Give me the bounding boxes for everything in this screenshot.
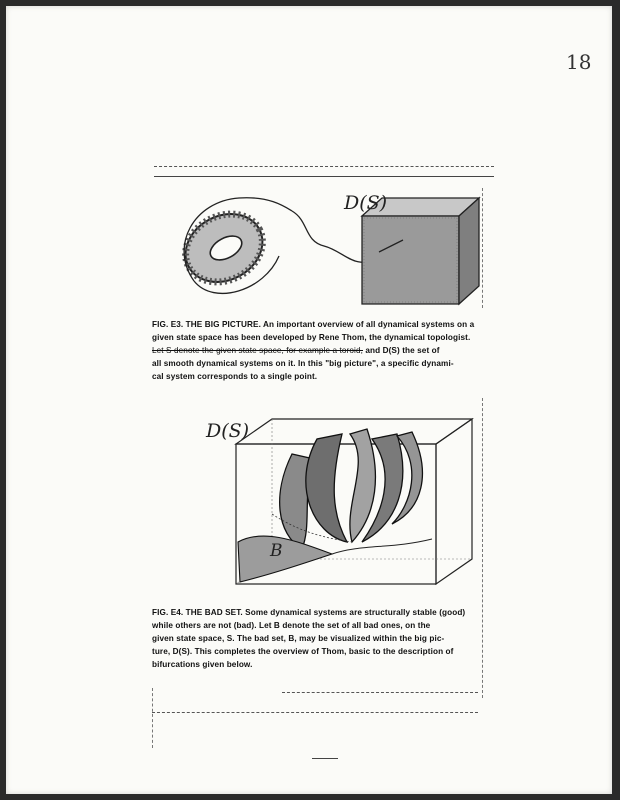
fig-e3-illustration: [174, 186, 484, 311]
fig-e4-caption-line1: Some dynamical systems are structurally stable (good): [242, 608, 466, 617]
fig-e3-caption-line1: An important overview of all dynamical systems on a: [260, 320, 475, 329]
fig-e4-caption-line3: given state space, S. The bad set, B, may be visualized within the big pic-: [152, 634, 445, 643]
fig-e3-caption-line4: all smooth dynamical systems on it. In this "big picture", a specific dynami-: [152, 359, 454, 368]
fig-e4-caption-lead: FIG. E4. THE BAD SET.: [152, 608, 243, 617]
fig-e3-caption-lead: FIG. E3. THE BIG PICTURE.: [152, 320, 261, 329]
fig-e4-caption: [152, 606, 492, 671]
fig-e4-ds-label: D(S): [206, 420, 250, 442]
bottom-dashed-rule: [282, 692, 478, 693]
fig-e4-caption-line5: bifurcations given below.: [152, 660, 253, 669]
fig-e4-bad-set-label: B: [270, 541, 283, 561]
fig-e3-caption-line2: given state space has been developed by Rene Thom, the dynamical topologist.: [152, 333, 471, 342]
fig-e3-ds-label: D(S): [344, 192, 388, 214]
bottom-dashed-rule-2: [152, 712, 478, 713]
fig-e3-caption-line5: cal system corresponds to a single point.: [152, 372, 318, 381]
left-margin-dashed-rule: [152, 688, 153, 748]
page-number: 18: [566, 50, 592, 74]
fig-e4-illustration: [232, 414, 482, 589]
document-page: [6, 6, 612, 794]
fig-e4-caption-line4: ture, D(S). This completes the overview of Thom, basic to the description of: [152, 647, 454, 656]
fig-e3-caption-line3-rest: and D(S) the set of: [362, 346, 440, 355]
top-dashed-rule: [154, 166, 494, 167]
fig-e3-caption-line3-struck: Let S denote the given state space, for example a toroid,: [152, 346, 363, 355]
top-solid-rule: [154, 176, 494, 177]
fig-e3-caption: [152, 318, 492, 383]
bottom-center-mark: [312, 758, 338, 759]
fig-e4-caption-line2: while others are not (bad). Let B denote the set of all bad ones, on the: [152, 621, 431, 630]
